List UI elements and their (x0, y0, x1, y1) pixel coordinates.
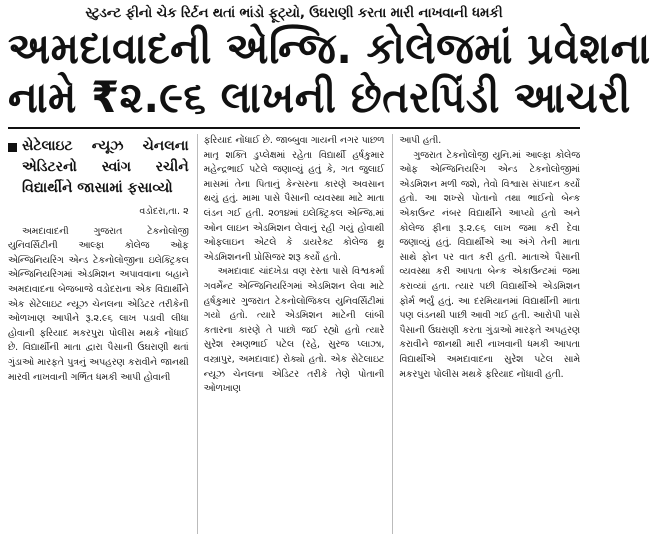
subhead-text: સેટેલાઇટ ન્યૂઝ ચેનલના એડિટરનો સ્વાંગ રચીને વિદ્યાર્થીને જાસામાં ફસાવ્યો (22, 138, 189, 196)
column-3-paragraph-1: આપી હતી. (399, 135, 442, 146)
square-bullet-icon (8, 143, 17, 152)
column-3 (392, 134, 580, 534)
headline-line-1: અમદાવાદની એન્જિ. કોલેજમાં પ્રવેશના (8, 24, 651, 74)
column-1-paragraph: અમદાવાદની ગુજરાત ટેકનોલોજી યુનિવર્સિટીની આલ્ફા કોલેજ ઓફ એન્જિનિયરિંગ એન્ડ ટેકનોલોજીના ઇલેક્ટ્રિકલ એન્જિનિયરિંગમાં એડમિશન અપાવવાના બહાને અમદાવાદના બેજબાજે વડોદરાના એક વિદ્યાર્થીને એક સેટેલાઇટ ન્યૂઝ ચેનલના એડિટર તરીકેની ઓળખાણ આપીને રૂ.૨.૯૬ લાખ પડાવી લીધા હોવાની ફરિયાદ મકરપુરા પોલીસ મથકે નોંધાઈ છે. વિદ્યાર્થીની માતા દ્વારા પૈસાની ઉઘરાણી થતાં ગુંડાઓ મારફતે પુત્રનું અપહરણ કરાવીને જાનથી મારવી નાખવાની ગર્ભિત ધમકી આપી હોવાની (8, 225, 189, 383)
column-1 (8, 134, 189, 534)
headline-rule (8, 127, 580, 129)
column-2 (197, 134, 385, 534)
headline-line-2: નામે ₹૨.૯૬ લાખની છેતરપિંડી આચરી (8, 73, 631, 123)
column-3-paragraph-2: ગુજરાત ટેકનોલોજી યુનિ.માં આલ્ફા કોલેજ ઓફ એન્જિનિયરિંગ એન્ડ ટેકનોલોજીમાં એડમિશન મળી જશે, તેવો વિશ્વાસ સંપાદન કર્યો હતો. આ શખ્સે પોતાનો તથા ભાઈનો બેન્ક એકાઉન્ટ નંબર વિદ્યાર્થીને આપ્યો હતો અને કોલેજ ફીના રૂ.૨.૯૬ લાખ જમા કરી દેવા જણાવ્યું હતું. વિદ્યાર્થીએ આ અંગે તેની માતા સાથે ફોન પર વાત કરી હતી. માતાએ પૈસાની વ્યવસ્થા કરી આપતા બેન્ક એકાઉન્ટમાં જમા કરાવ્યાં હતા. ત્યાર પછી વિદ્યાર્થીએ એડમિશન ફોર્મ ભર્યું હતું. આ દરમિયાનમાં વિદ્યાર્થીની માતા પણ લંડનથી પાછી આવી ગઈ હતી. આરોપી પાસે પૈસાની ઉઘરાણી કરતા ગુંડાઓ મારફતે અપહરણ કરાવીને જાનથી મારી નાખવાની ધમકી આપતા વિદ્યાર્થીએ અમદાવાદના સુરેશ પટેલ સામે મકરપુરા પોલીસ મથકે ફરિયાદ નોંધાવી હતી. (399, 149, 581, 380)
article-columns (8, 134, 580, 534)
subhead (8, 136, 189, 199)
dateline: વડોદરા,તા. ૨ (139, 206, 189, 217)
column-2-paragraph-1: ફરિયાદ નોંધાઈ છે. જાબ્બુવા ગાયની નગર પાછળ માતૃ શક્તિ ડુપ્લેક્ષમાં રહેતા વિદ્યાર્થી હર્ષકુમાર મહેન્દ્રભાઈ પટેલે જણાવ્યું હતું કે, ગત જુલાઈ માસમાં તેના પિતાનું કેન્સરના કારણે અવસાન થયું હતું. મામા પાસે પૈસાની વ્યવસ્થા માટે માતા લંડન ગઈ હતી. ૨૦૧૪માં ઇલેક્ટ્રિકલ એન્જિ.માં ઓન લાઇન એડમિશન લેવાનું રહી ગયું હોવાથી ઓફલાઇન એટલે કે ડાયરેક્ટ કોલેજ થ્રુ એડમિશનની પ્રોસિજર શરૂ કર્યો હતો. (203, 135, 385, 263)
column-2-paragraph-2: અમદાવાદ ચાંદખેડા વણ રસ્તા પાસે વિશ્વકર્મા ગવર્મેન્ટ એન્જિનિયરિંગમાં એડમિશન લેવા માટે હર્ષકુમાર ગુજરાત ટેકનોલોજિકલ યુનિવર્સિટીમાં ગયો હતો. ત્યારે એડમિશન માટેની લાંબી કતારના કારણે તે પાછો જઈ રહ્યો હતો ત્યારે સુરેશ રમણભાઈ પટેલ (રહે, સુરજ પ્લાઝા, વસ્ત્રાપુર, અમદાવાદ) રોક્યો હતો. એક સેટેલાઇટ ન્યૂઝ ચેનલના એડિટર તરીકે તેણે પોતાની ઓળખાણ (203, 266, 385, 395)
kicker-line: સ્ટુડન્ટ ફીનો ચેક રિર્ટન થતાં ભાંડો ફૂટ્યો, ઉઘરાણી કરતા મારી નાખવાની ધમકી (85, 5, 503, 21)
headline (8, 24, 651, 123)
